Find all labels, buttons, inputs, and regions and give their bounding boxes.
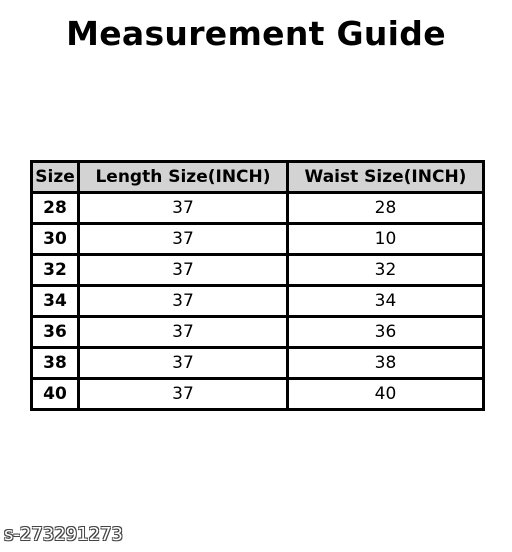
cell-length: 37	[79, 348, 288, 379]
cell-waist: 40	[288, 379, 484, 410]
cell-size: 28	[32, 193, 79, 224]
header-size: Size	[32, 162, 79, 193]
cell-size: 32	[32, 255, 79, 286]
measurement-table	[30, 160, 485, 411]
table-row	[32, 317, 484, 348]
cell-waist: 36	[288, 317, 484, 348]
cell-waist: 32	[288, 255, 484, 286]
page-title: Measurement Guide	[66, 14, 446, 53]
table-row	[32, 224, 484, 255]
table-row	[32, 286, 484, 317]
cell-size: 30	[32, 224, 79, 255]
cell-length: 37	[79, 317, 288, 348]
cell-length: 37	[79, 255, 288, 286]
cell-size: 34	[32, 286, 79, 317]
header-waist: Waist Size(INCH)	[288, 162, 484, 193]
table-header-row	[32, 162, 484, 193]
cell-waist: 28	[288, 193, 484, 224]
cell-waist: 10	[288, 224, 484, 255]
cell-size: 36	[32, 317, 79, 348]
cell-length: 37	[79, 224, 288, 255]
table-row	[32, 193, 484, 224]
cell-size: 38	[32, 348, 79, 379]
cell-length: 37	[79, 193, 288, 224]
header-length: Length Size(INCH)	[79, 162, 288, 193]
table-row	[32, 379, 484, 410]
table-row	[32, 348, 484, 379]
cell-length: 37	[79, 379, 288, 410]
cell-length: 37	[79, 286, 288, 317]
cell-waist: 38	[288, 348, 484, 379]
cell-size: 40	[32, 379, 79, 410]
cell-waist: 34	[288, 286, 484, 317]
table-row	[32, 255, 484, 286]
sku-watermark: s-273291273	[4, 524, 123, 545]
